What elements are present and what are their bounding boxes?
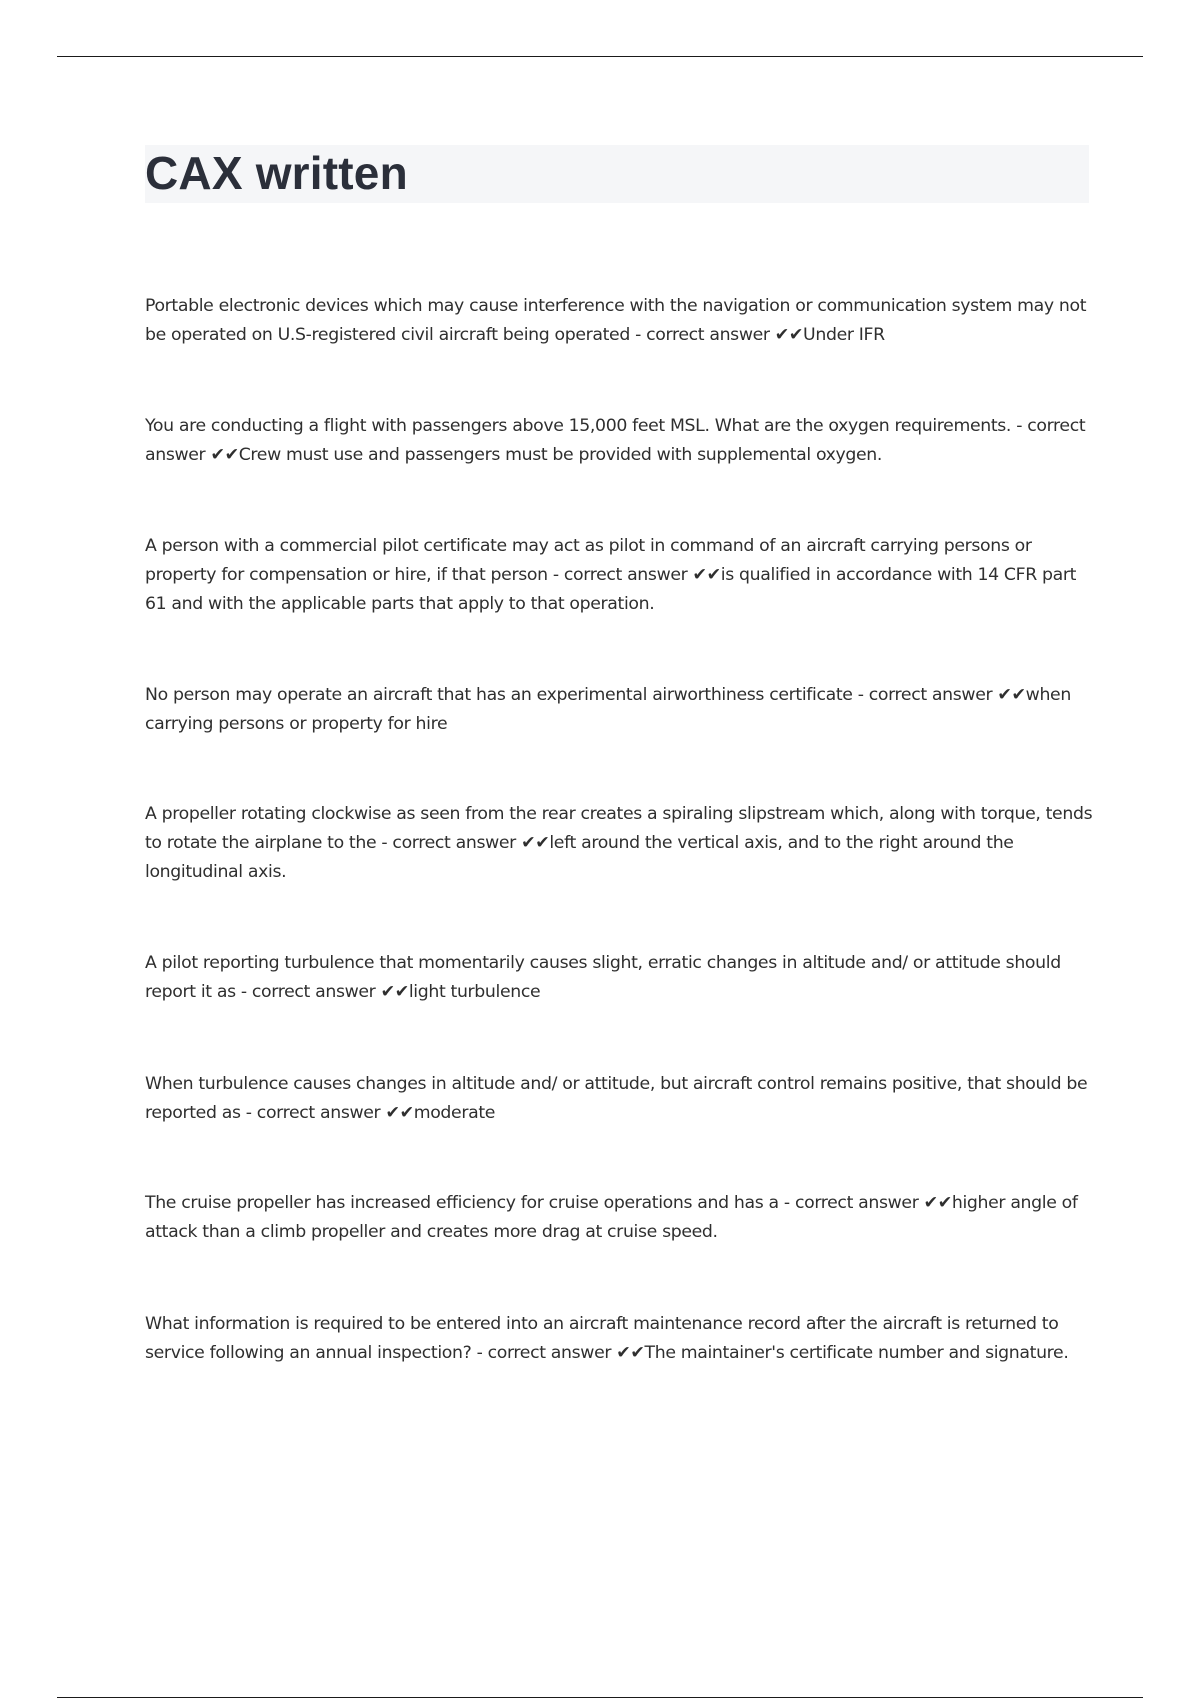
qa-item-1: Portable electronic devices which may cause interference with the navigation or communication system may not be operated on U.S-registered civil aircraft being operated - correct answer ✔✔Under IFR <box>145 296 1087 345</box>
qa-item-7: When turbulence causes changes in altitude and/ or attitude, but aircraft control remains positive, that should be reported as - correct answer ✔✔moderate <box>145 1074 1088 1123</box>
qa-item-8: The cruise propeller has increased efficiency for cruise operations and has a - correct answer ✔✔higher angle of attack than a climb propeller and creates more drag at cruise speed. <box>145 1193 1078 1242</box>
document-title: CAX written <box>145 147 408 199</box>
qa-item-2: You are conducting a flight with passengers above 15,000 feet MSL. What are the oxygen requirements. - correct answer ✔✔Crew must use and passengers must be provided with supplemental oxygen. <box>145 416 1086 465</box>
qa-item-3: A person with a commercial pilot certificate may act as pilot in command of an aircraft carrying persons or property for compensation or hire, if that person - correct answer ✔✔is qualified in accordance with 14 CFR part 61 and with the applicable parts that apply to that operation. <box>145 536 1077 614</box>
qa-item-4: No person may operate an aircraft that has an experimental airworthiness certificate - correct answer ✔✔when carrying persons or property for hire <box>145 685 1071 734</box>
qa-item-5: A propeller rotating clockwise as seen from the rear creates a spiraling slipstream which, along with torque, tends to rotate the airplane to the - correct answer ✔✔left around the vertical axis, and to the right around the longitudinal axis. <box>145 804 1093 882</box>
qa-item-9: What information is required to be entered into an aircraft maintenance record after the aircraft is returned to service following an annual inspection? - correct answer ✔✔The maintainer's certificate number and signature. <box>145 1314 1069 1363</box>
bottom-rule <box>57 1697 1143 1698</box>
top-rule <box>57 56 1143 57</box>
qa-item-6: A pilot reporting turbulence that momentarily causes slight, erratic changes in altitude and/ or attitude should report it as - correct answer ✔✔light turbulence <box>145 953 1061 1002</box>
